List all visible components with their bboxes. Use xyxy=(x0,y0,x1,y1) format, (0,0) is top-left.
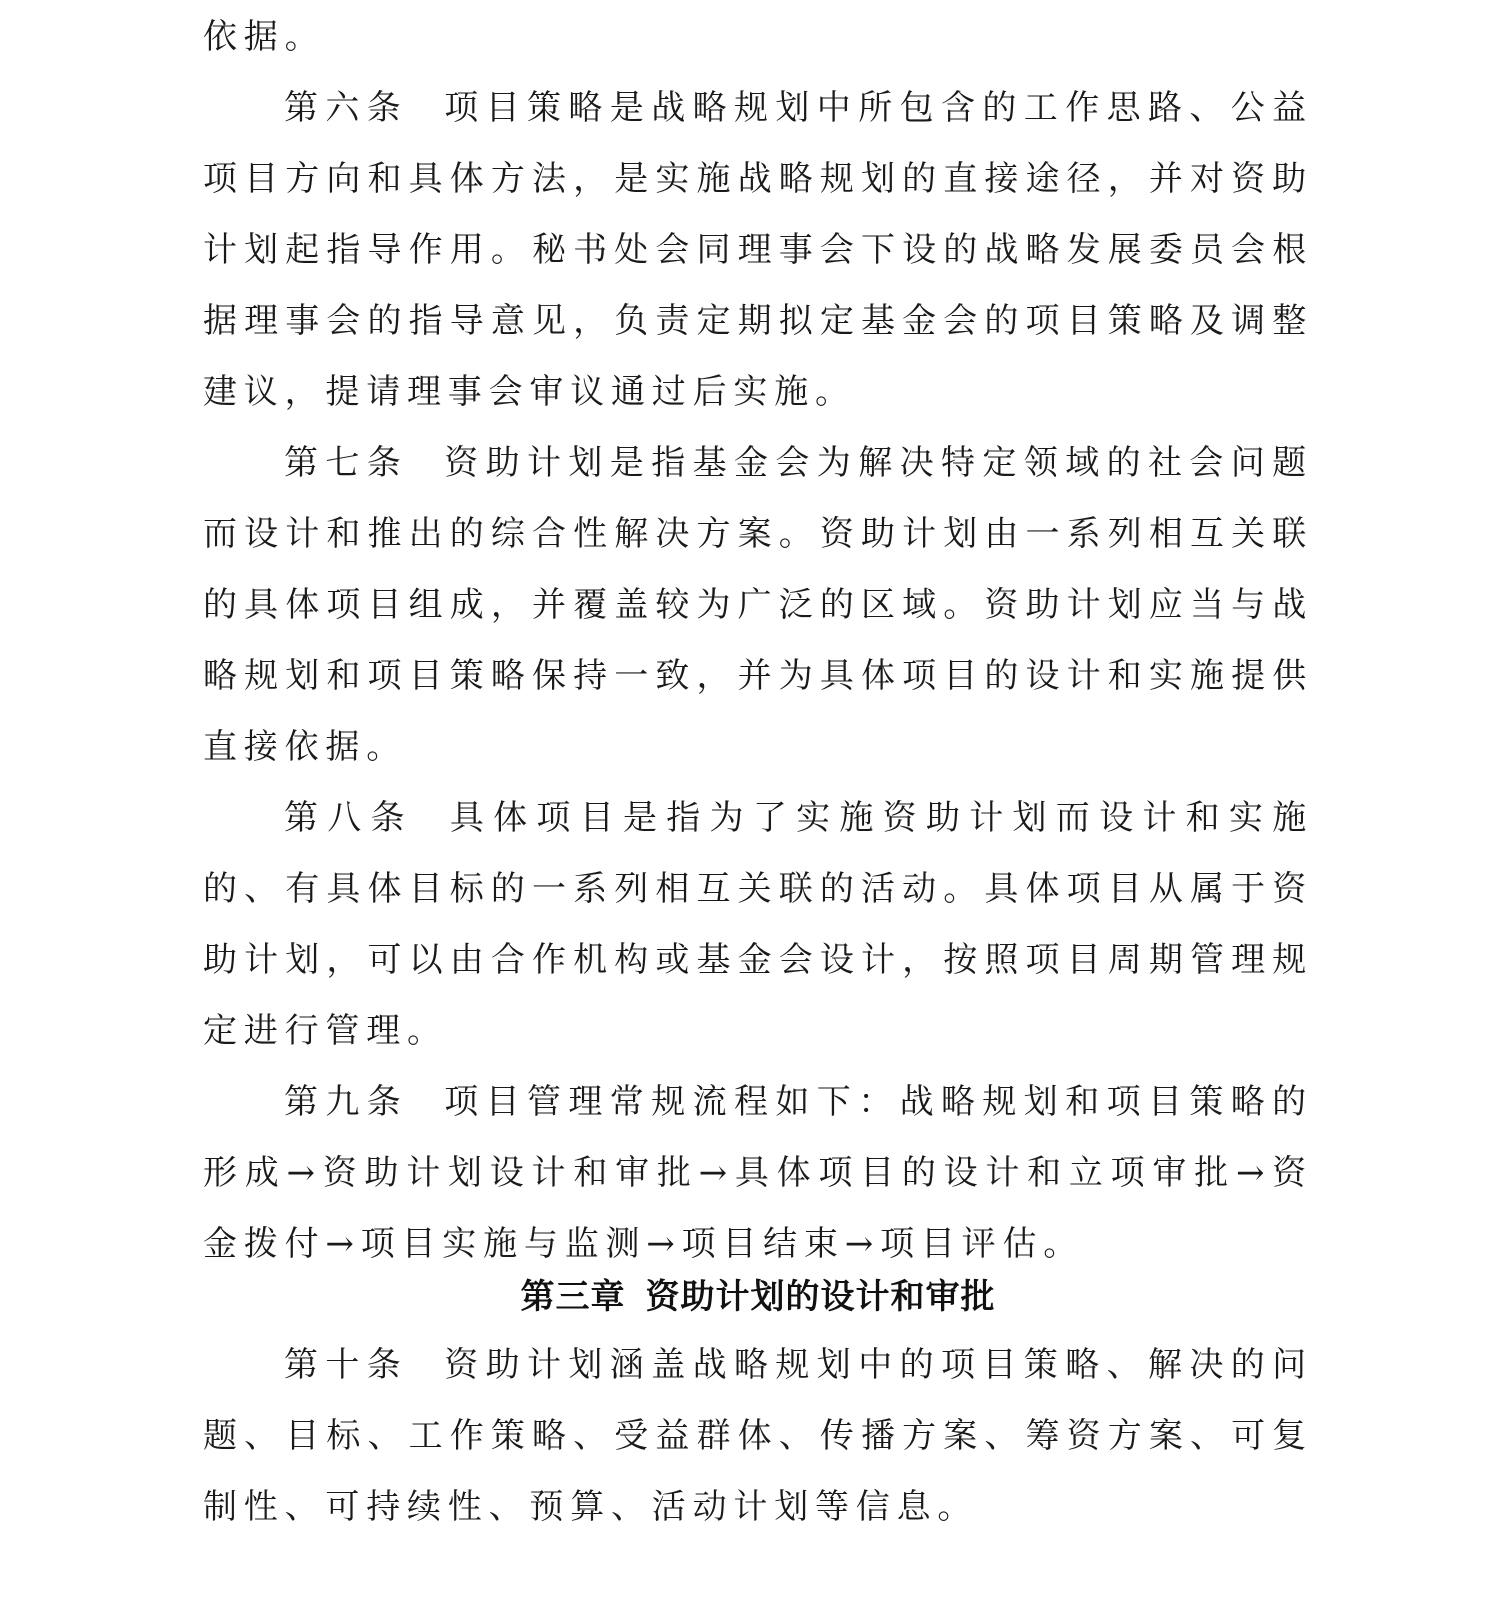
article-6 xyxy=(203,73,1313,428)
body-text-lower xyxy=(203,1330,1313,1543)
article-10-text: 资助计划涵盖战略规划中的项目策略、解决的问题、目标、工作策略、受益群体、传播方案、筹资方案、可复制性、可持续性、预算、活动计划等信息。 xyxy=(203,1345,1313,1527)
continuation-paragraph xyxy=(203,2,1313,73)
chapter-title: 资助计划的设计和审批 xyxy=(645,1277,996,1317)
article-9-number: 第九条 xyxy=(284,1082,409,1122)
article-8-text: 具体项目是指为了实施资助计划而设计和实施的、有具体目标的一系列相互关联的活动。具体项目从属于资助计划，可以由合作机构或基金会设计，按照项目周期管理规定进行管理。 xyxy=(203,798,1314,1051)
article-10-number: 第十条 xyxy=(284,1345,409,1385)
continuation-text: 依据。 xyxy=(203,17,326,57)
article-9 xyxy=(203,1067,1313,1280)
article-7 xyxy=(203,428,1313,783)
article-8-number: 第八条 xyxy=(284,798,414,838)
body-text-upper xyxy=(203,2,1313,1280)
article-6-text: 项目策略是战略规划中所包含的工作思路、公益项目方向和具体方法，是实施战略规划的直接途径，并对资助计划起指导作用。秘书处会同理事会下设的战略发展委员会根据理事会的指导意见，负责定期拟定基金会的项目策略及调整建议，提请理事会审议通过后实施。 xyxy=(203,88,1313,412)
article-8 xyxy=(203,783,1313,1067)
article-9-text: 项目管理常规流程如下：战略规划和项目策略的形成→资助计划设计和审批→具体项目的设计和立项审批→资金拨付→项目实施与监测→项目结束→项目评估。 xyxy=(203,1082,1313,1264)
chapter-label: 第三章 xyxy=(520,1277,626,1317)
article-7-text: 资助计划是指基金会为解决特定领域的社会问题而设计和推出的综合性解决方案。资助计划由一系列相互关联的具体项目组成，并覆盖较为广泛的区域。资助计划应当与战略规划和项目策略保持一致，并为具体项目的设计和实施提供直接依据。 xyxy=(203,443,1313,767)
article-7-number: 第七条 xyxy=(284,443,409,483)
chapter-heading xyxy=(203,1262,1313,1333)
article-6-number: 第六条 xyxy=(284,88,409,128)
article-10 xyxy=(203,1330,1313,1543)
